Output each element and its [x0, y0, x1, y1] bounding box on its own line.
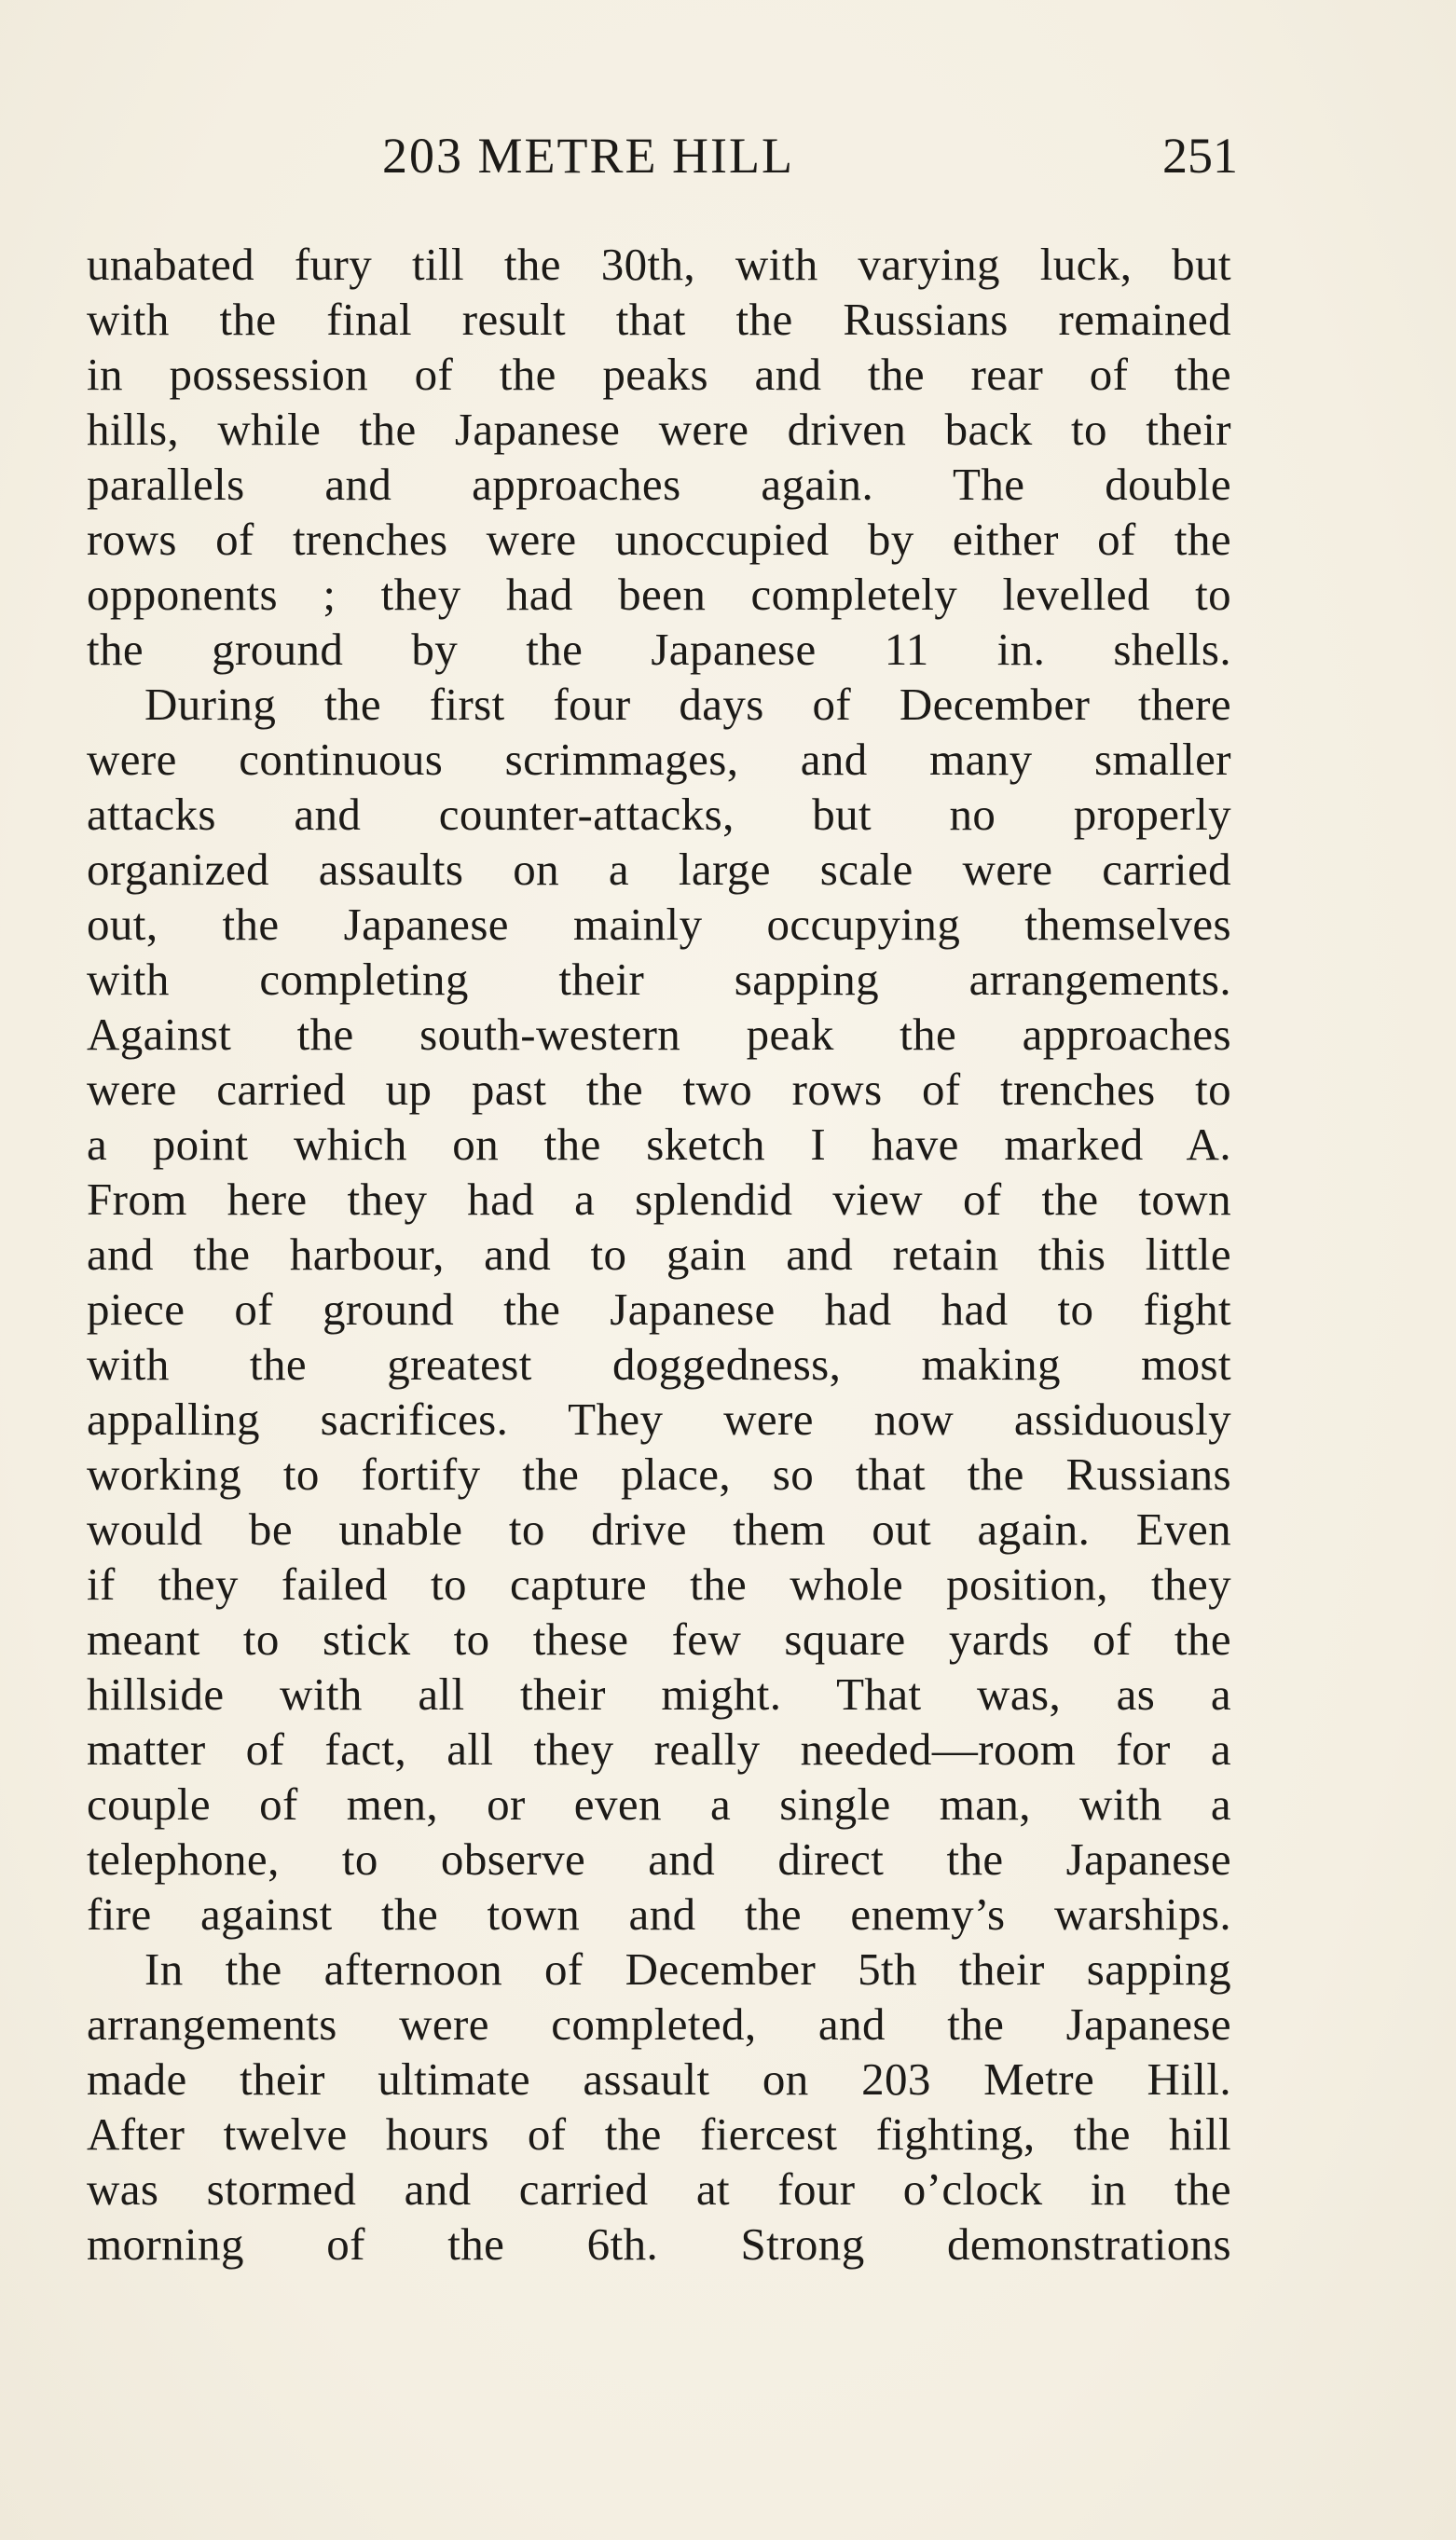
- text-line: if they failed to capture the whole position, they: [87, 1558, 1231, 1610]
- text-line: out, the Japanese mainly occupying themselves: [87, 899, 1231, 950]
- text-line: arrangements were completed, and the Japanese: [87, 1998, 1231, 2050]
- text-line: telephone, to observe and direct the Japanese: [87, 1833, 1231, 1885]
- text-line: would be unable to drive them out again. Even: [87, 1503, 1231, 1555]
- running-head: [382, 127, 1238, 183]
- text-line: piece of ground the Japanese had had to fight: [87, 1284, 1231, 1335]
- text-line: rows of trenches were unoccupied by either of the: [87, 514, 1231, 565]
- paragraph: [87, 1942, 1231, 2272]
- text-line: couple of men, or even a single man, with a: [87, 1778, 1231, 1830]
- paragraph: [87, 237, 1231, 677]
- text-line: unabated fury till the 30th, with varying luck, but: [87, 239, 1231, 290]
- text-line: opponents ; they had been completely levelled to: [87, 569, 1231, 620]
- text-line: attacks and counter-attacks, but no properly: [87, 789, 1231, 840]
- text-line: were carried up past the two rows of trenches to: [87, 1064, 1231, 1115]
- text-line: hillside with all their might. That was, as a: [87, 1668, 1231, 1720]
- text-line: meant to stick to these few square yards of the: [87, 1613, 1231, 1665]
- text-line: morning of the 6th. Strong demonstrations: [87, 2218, 1231, 2270]
- text-line: organized assaults on a large scale were carried: [87, 844, 1231, 895]
- text-line: In the afternoon of December 5th their sapping: [144, 1943, 1231, 1995]
- text-line: and the harbour, and to gain and retain this little: [87, 1229, 1231, 1280]
- running-head-title: 203 METRE HILL: [382, 128, 794, 184]
- text-line: parallels and approaches again. The double: [87, 459, 1231, 510]
- text-line: was stormed and carried at four o’clock in the: [87, 2163, 1231, 2215]
- text-line: with the greatest doggedness, making most: [87, 1339, 1231, 1390]
- text-line: working to fortify the place, so that the Russians: [87, 1448, 1231, 1500]
- text-line: were continuous scrimmages, and many smaller: [87, 734, 1231, 785]
- text-line: hills, while the Japanese were driven back to their: [87, 404, 1231, 455]
- text-line: a point which on the sketch I have marked A.: [87, 1119, 1231, 1170]
- text-line: in possession of the peaks and the rear of the: [87, 349, 1231, 400]
- page-number: 251: [1162, 128, 1238, 184]
- text-line: matter of fact, all they really needed—room for a: [87, 1723, 1231, 1775]
- body-text: [87, 237, 1231, 2272]
- text-line: From here they had a splendid view of the town: [87, 1174, 1231, 1225]
- text-line: the ground by the Japanese 11 in. shells.: [87, 624, 1231, 675]
- text-line: Against the south-western peak the approaches: [87, 1009, 1231, 1060]
- paragraph: [87, 677, 1231, 1942]
- text-line: appalling sacrifices. They were now assiduously: [87, 1394, 1231, 1445]
- text-line: After twelve hours of the fiercest fighting, the hill: [87, 2108, 1231, 2160]
- text-line: made their ultimate assault on 203 Metre Hill.: [87, 2053, 1231, 2105]
- text-line: fire against the town and the enemy’s warships.: [87, 1888, 1231, 1940]
- text-line: During the first four days of December there: [144, 679, 1231, 730]
- text-line: with completing their sapping arrangements.: [87, 954, 1231, 1005]
- text-line: with the final result that the Russians remained: [87, 294, 1231, 345]
